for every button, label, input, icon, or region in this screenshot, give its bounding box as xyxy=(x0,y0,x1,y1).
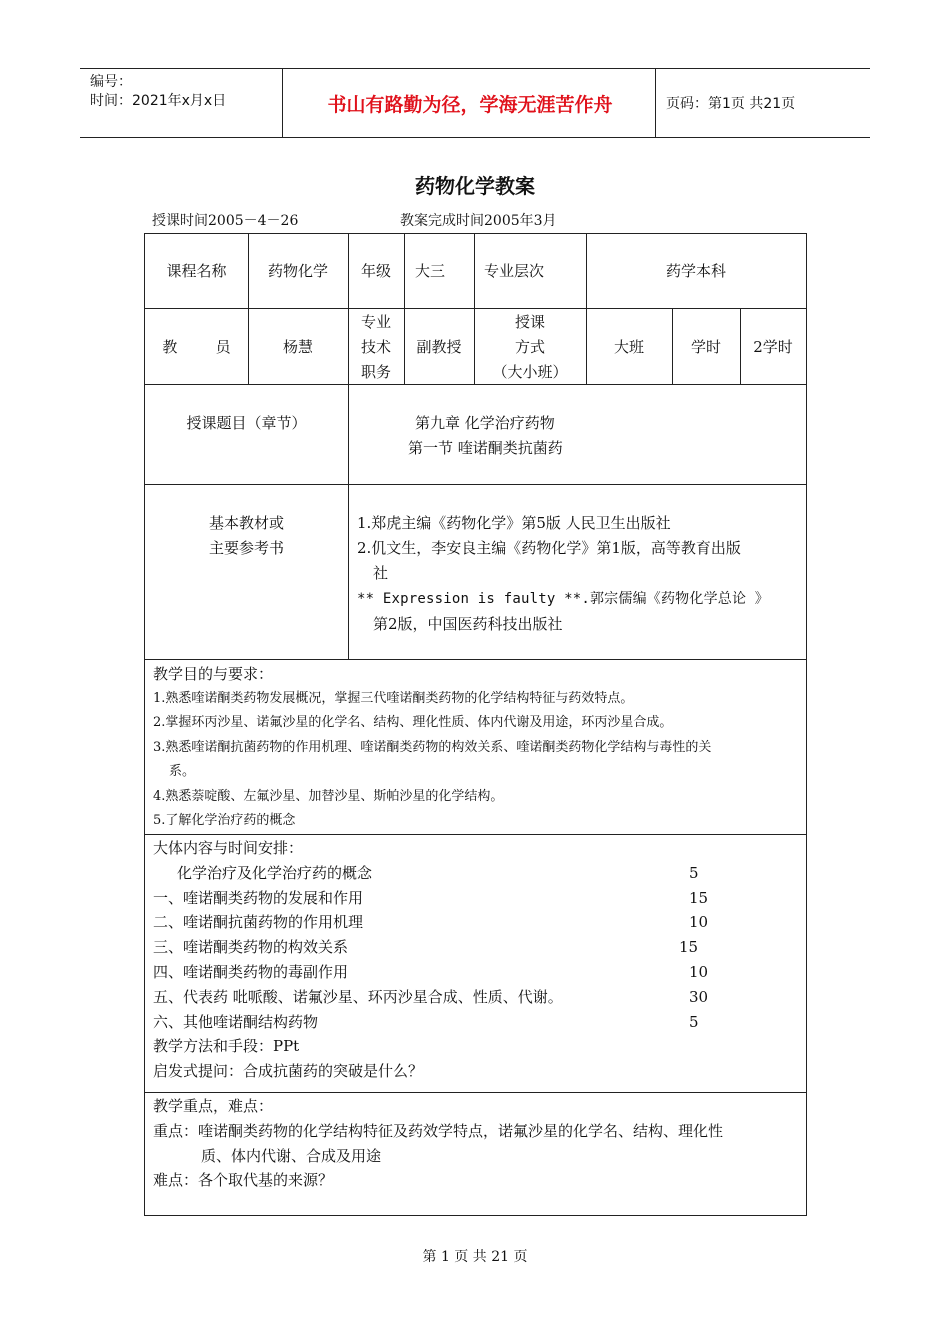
keypoints-focus: 重点：喹诺酮类药物的化学结构特征及药效学特点，诺氟沙星的化学名、结构、理化性 xyxy=(153,1121,724,1140)
schedule-item xyxy=(153,935,803,960)
objectives-heading: 教学目的与要求： xyxy=(153,665,274,683)
title-label-line: 专业 xyxy=(360,313,391,331)
schedule-item-minutes: 5 xyxy=(689,1012,699,1031)
book-item: 1.郑虎主编《药物化学》第5版 人民卫生出版社 xyxy=(357,514,671,532)
lesson-plan-table xyxy=(144,233,807,1216)
mode-label-line: （大小班） xyxy=(492,363,568,381)
topic-label: 授课题目（章节） xyxy=(186,414,307,432)
schedule-item-text: 五、代表药 吡哌酸、诺氟沙星、环丙沙星合成、性质、代谢。 xyxy=(153,987,563,1006)
objectives-section xyxy=(153,662,803,834)
schedule-item xyxy=(153,1010,803,1035)
objective-item: 3.熟悉喹诺酮抗菌药物的作用机理、喹诺酮类药物的构效关系、喹诺酮类药物化学结构与毒性的关 xyxy=(153,739,712,755)
title-value: 副教授 xyxy=(416,338,462,356)
heuristic-question: 启发式提问：合成抗菌药的突破是什么？ xyxy=(153,1062,424,1081)
header-number-label: 编号： xyxy=(90,74,132,90)
table-rule xyxy=(248,234,249,384)
course-name-label: 课程名称 xyxy=(166,262,227,280)
mode-label xyxy=(474,310,586,385)
keypoints-difficulty: 难点：各个取代基的来源？ xyxy=(153,1171,334,1190)
mode-value: 大班 xyxy=(613,338,644,356)
level-label: 专业层次 xyxy=(484,262,545,280)
book-item-cont: 第2版，中国医药科技出版社 xyxy=(373,615,563,633)
header-info xyxy=(90,73,226,111)
objective-item: 2.掌握环丙沙星、诺氟沙星的化学名、结构、理化性质、体内代谢及用途，环丙沙星合成。 xyxy=(153,715,673,731)
schedule-item-text: 四、喹诺酮类药物的毒副作用 xyxy=(153,962,349,981)
table-rule xyxy=(145,834,806,835)
header-time-label: 时间：2021年x月x日 xyxy=(90,93,227,109)
schedule-item xyxy=(153,960,803,985)
book-item: 2.仉文生，李安良主编《药物化学》第1版，高等教育出版 xyxy=(357,539,741,557)
schedule-item-text: 化学治疗及化学治疗药的概念 xyxy=(177,863,373,882)
page-footer: 第 1 页 共 21 页 xyxy=(422,1249,528,1265)
keypoints-section xyxy=(153,1094,803,1193)
teacher-value: 杨慧 xyxy=(282,338,313,356)
mode-label-line: 授课 xyxy=(514,313,545,331)
header-divider xyxy=(282,69,283,137)
schedule-item-minutes: 10 xyxy=(689,913,709,932)
objective-item: 4.熟悉萘啶酸、左氟沙星、加替沙星、斯帕沙星的化学结构。 xyxy=(153,788,504,804)
header-page-label: 页码：第1页 共21页 xyxy=(666,96,796,112)
table-rule xyxy=(145,308,806,309)
topic-line-2: 第一节 喹诺酮类抗菌药 xyxy=(408,439,563,457)
book-item-text: ** Expression is faulty **.郭宗儒编《药物化学总论 》 xyxy=(357,591,770,607)
teacher-label: 教 员 xyxy=(162,338,231,356)
schedule-item-minutes: 15 xyxy=(689,888,709,907)
schedule-item-minutes: 15 xyxy=(679,938,699,957)
hours-value: 2学时 xyxy=(753,338,793,356)
title-label-line: 职务 xyxy=(360,363,391,381)
book-item-cont: 社 xyxy=(373,564,389,582)
keypoints-heading: 教学重点，难点： xyxy=(153,1097,274,1115)
keypoints-focus-cont: 质、体内代谢、合成及用途 xyxy=(201,1146,382,1165)
header-motto: 书山有路勤为径，学海无涯苦作舟 xyxy=(327,93,613,116)
objective-item-cont: 系。 xyxy=(169,764,196,780)
schedule-item-text: 一、喹诺酮类药物的发展和作用 xyxy=(153,888,364,907)
schedule-item-minutes: 5 xyxy=(689,863,699,882)
finish-time: 教案完成时间2005年3月 xyxy=(400,213,557,229)
schedule-item-text: 六、其他喹诺酮结构药物 xyxy=(153,1012,319,1031)
schedule-section xyxy=(153,836,803,1084)
grade-value: 大三 xyxy=(415,262,446,280)
table-rule xyxy=(586,234,587,384)
title-label-line: 技术 xyxy=(360,338,391,356)
schedule-heading: 大体内容与时间安排： xyxy=(153,839,304,857)
table-rule xyxy=(348,234,349,659)
schedule-item xyxy=(153,910,803,935)
topic-line-1: 第九章 化学治疗药物 xyxy=(415,414,555,432)
schedule-item-text: 二、喹诺酮抗菌药物的作用机理 xyxy=(153,913,364,932)
schedule-item xyxy=(153,886,803,911)
objective-item: 5.了解化学治疗药的概念 xyxy=(153,813,296,829)
schedule-item-minutes: 10 xyxy=(689,962,709,981)
objective-item: 1.熟悉喹诺酮类药物发展概况，掌握三代喹诺酮类药物的化学结构特征与药效特点。 xyxy=(153,690,634,706)
books-label-line: 基本教材或 xyxy=(208,514,284,532)
table-rule xyxy=(404,234,405,384)
hours-label: 学时 xyxy=(690,338,721,356)
books-list xyxy=(357,511,802,637)
grade-label: 年级 xyxy=(360,262,391,280)
table-rule xyxy=(145,1092,806,1093)
teaching-methods: 教学方法和手段：PPt xyxy=(153,1037,300,1056)
schedule-item xyxy=(153,861,803,886)
level-value: 药学本科 xyxy=(665,262,726,280)
table-rule xyxy=(145,659,806,660)
books-label xyxy=(145,511,348,561)
book-item xyxy=(357,586,802,612)
teach-time: 授课时间2005－4－26 xyxy=(152,213,299,229)
schedule-item-text: 三、喹诺酮类药物的构效关系 xyxy=(153,938,349,957)
mode-label-line: 方式 xyxy=(514,338,545,356)
books-label-line: 主要参考书 xyxy=(208,539,284,557)
course-name-value: 药物化学 xyxy=(267,262,328,280)
schedule-item xyxy=(153,985,803,1010)
schedule-item-minutes: 30 xyxy=(689,987,709,1006)
table-rule xyxy=(145,484,806,485)
title-label xyxy=(348,310,404,385)
document-title: 药物化学教案 xyxy=(415,174,535,198)
page-header xyxy=(80,68,870,138)
